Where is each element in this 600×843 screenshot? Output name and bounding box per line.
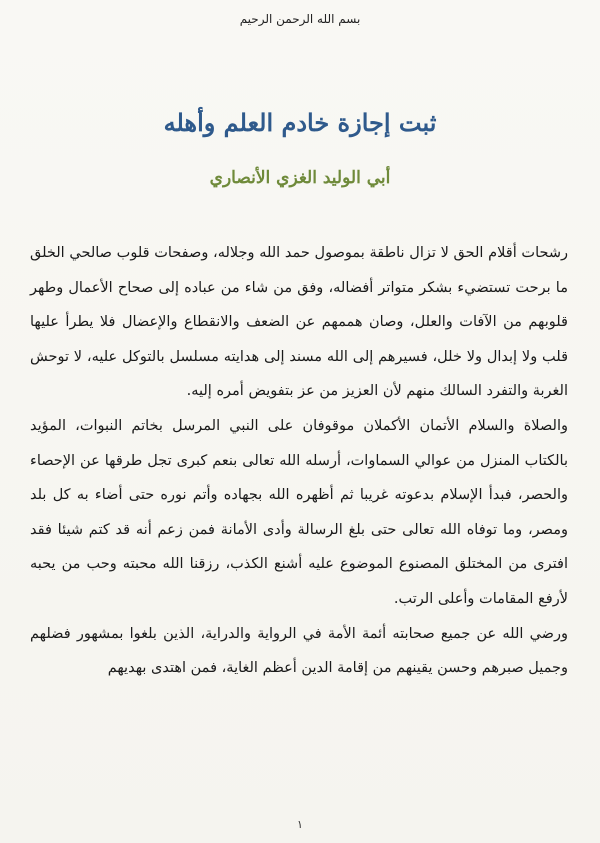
body-text bbox=[30, 236, 568, 686]
basmala: بسم الله الرحمن الرحيم bbox=[239, 12, 361, 26]
page-number: ١ bbox=[297, 818, 303, 831]
page-title: ثبت إجازة خادم العلم وأهله bbox=[163, 108, 437, 137]
author-subtitle: أبي الوليد الغزي الأنصاري bbox=[209, 168, 391, 188]
paragraph-2: والصلاة والسلام الأتمان الأكملان موقوفان على النبي المرسل بخاتم النبوات، المؤيد بالكتاب المنزل من عوالي السماوات، أرسله الله تعالى بنعم كبرى تجل طرقها عن الإحصاء والحصر، فبدأ الإسلام بدعوته غريبا ثم أظهره الله بجهاده وأتم نوره حتى أضاء به كل بلد ومصر، وما توفاه الله تعالى حتى بلغ الرسالة وأدى الأمانة فمن زعم أنه قد كتم شيئا فقد افترى من المختلق المصنوع الموضوع عليه أشنع الكذب، رزقنا الله محبته وحب من يحبه لأرفع المقامات وأعلى الرتب. bbox=[30, 417, 568, 607]
paragraph-3: ورضي الله عن جميع صحابته أئمة الأمة في الرواية والدراية، الذين بلغوا بمشهور فضلهم وجميل صبرهم وحسن يقينهم من إقامة الدين أعظم الغاية، فمن اهتدى بهديهم bbox=[30, 625, 568, 677]
paragraph-1: رشحات أقلام الحق لا تزال ناطقة بموصول حمد الله وجلاله، وصفحات قلوب صالحي الخلق ما برحت تستضيء بشكر متواتر أفضاله، وفق من شاء من عباده إلى صحاح الأعمال وطهر قلوبهم من الآفات والعلل، وصان هممهم عن الضعف والانقطاع والإعضال فلا يطرأ عليها قلب ولا إبدال ولا خلل، فسيرهم إلى الله مسند إلى هدايته مسلسل بالتوكل عليه، لا توحش الغربة والتفرد السالك منهم لأن العزيز من عز بتفويض أمره إليه. bbox=[30, 245, 568, 400]
